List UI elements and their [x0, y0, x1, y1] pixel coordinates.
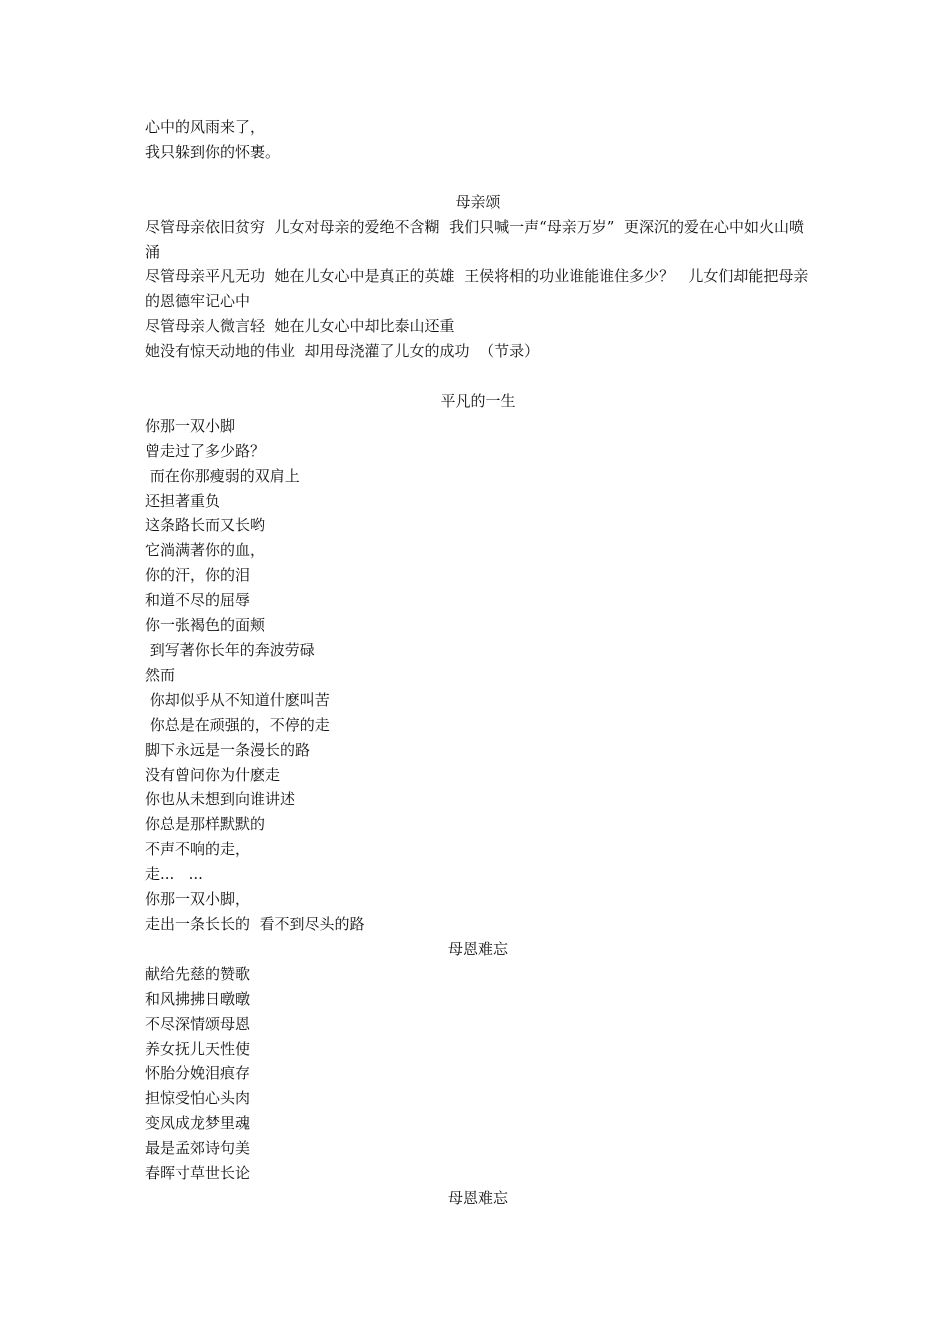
- poem-line: 养女抚儿天性使: [145, 1039, 251, 1058]
- poem-line: 她没有惊天动地的伟业 却用母浇灌了儿女的成功 （节录）: [145, 342, 540, 361]
- poem-line: 尽管母亲依旧贫穷 儿女对母亲的爱绝不含糊 我们只喊一声“母亲万岁” 更深沉的爱在心中如火山喷涌: [145, 217, 804, 261]
- poem-line: 尽管母亲人微言轻 她在儿女心中却比泰山还重: [145, 317, 455, 336]
- poem-line: 怀胎分娩泪痕存: [145, 1064, 251, 1083]
- poem-line: 还担著重负: [145, 491, 221, 510]
- poem-line: 曾走过了多少路？: [145, 441, 266, 460]
- poem-line: 你一张褐色的面颊: [145, 616, 266, 635]
- poem-line: 和道不尽的屈辱: [145, 591, 251, 610]
- poem-line: 尽管母亲平凡无功 她在儿女心中是真正的英雄 王侯将相的功业谁能谁住多少？ 儿女们却能把母亲的恩德牢记心中: [145, 267, 809, 311]
- poem-line: 你的汗，你的泪: [145, 566, 251, 585]
- poem-line: 你却似乎从不知道什麽叫苦: [145, 690, 330, 709]
- poem-line: 你总是那样默默的: [145, 815, 266, 834]
- poem-line: 春晖寸草世长论: [145, 1164, 251, 1183]
- poem-line: 你总是在顽强的，不停的走: [145, 715, 330, 734]
- intro-line: 我只躲到你的怀裹。: [145, 142, 281, 161]
- poem-line: 献给先慈的赞歌: [145, 964, 251, 983]
- poem-line: 脚下永远是一条漫长的路: [145, 740, 311, 759]
- poem-line: 你也从未想到向谁讲述: [145, 790, 296, 809]
- poem-title: 母恩难忘: [447, 939, 508, 958]
- poem-title: 母亲颂: [455, 192, 501, 211]
- poem-line: 走... ...: [145, 865, 203, 884]
- intro-line: 心中的风雨来了，: [145, 118, 266, 136]
- document-page: [145, 115, 811, 1211]
- blank-line: [145, 165, 811, 190]
- poem-line: 走出一条长长的 看不到尽头的路: [145, 914, 365, 933]
- poem-title: 平凡的一生: [440, 391, 516, 410]
- poem-line: 这条路长而又长哟: [145, 516, 266, 535]
- poem-line: 然而: [145, 665, 176, 684]
- poem-line: 到写著你长年的奔波劳碌: [145, 641, 315, 659]
- blank-line: [145, 364, 811, 389]
- poem-line: 你那一双小脚: [145, 416, 236, 435]
- poem-line: 你那一双小脚，: [145, 890, 251, 909]
- poem-line: 和风拂拂日暾暾: [145, 989, 251, 1008]
- poem-line: 没有曾问你为什麽走: [145, 765, 281, 784]
- poem-line: 担惊受怕心头肉: [145, 1089, 251, 1108]
- poem-line: 不声不响的走，: [145, 840, 251, 859]
- poem-line: 而在你那瘦弱的双肩上: [145, 466, 300, 485]
- poem-line: 不尽深情颂母恩: [145, 1014, 251, 1033]
- poem-line: 最是孟郊诗句美: [145, 1139, 251, 1158]
- poem-line: 变凤成龙梦里魂: [145, 1114, 251, 1133]
- poem-title: 母恩难忘: [447, 1188, 508, 1207]
- poem-line: 它淌满著你的血，: [145, 541, 266, 560]
